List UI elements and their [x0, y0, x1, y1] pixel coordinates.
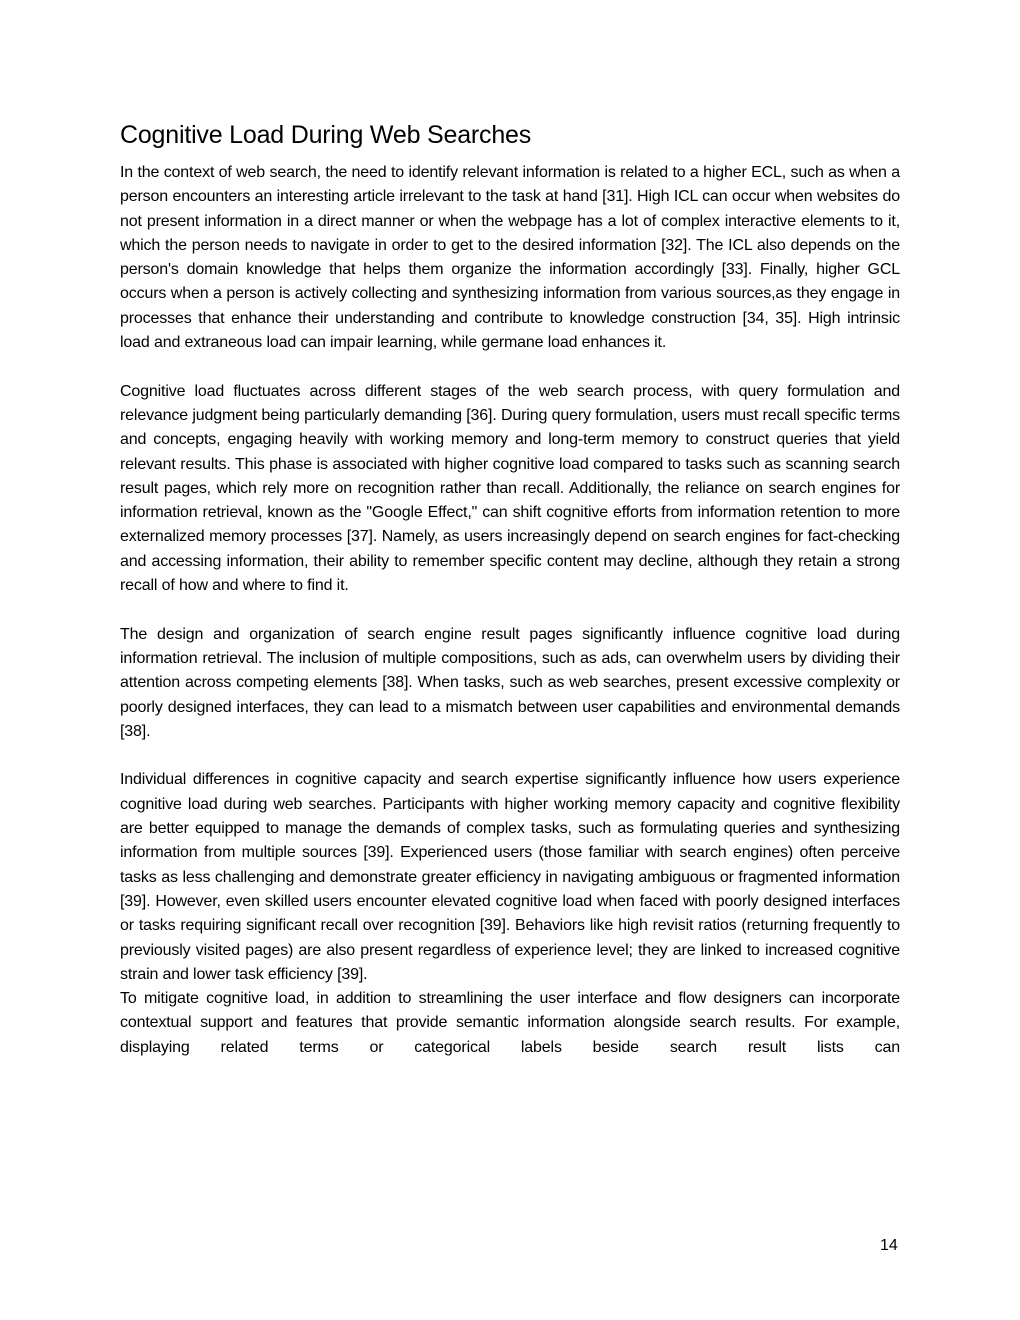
paragraph-serp-design: The design and organization of search engine result pages significantly influence cognitive load during information retrieval. The inclusion of multiple compositions, such as ads, can overwhelm users by dividing their attention across competing elements [38]. When tasks, such as web searches, present excessive complexity or poorly designed interfaces, they can lead to a mismatch between user capabilities and environmental demands [38].	[120, 625, 900, 740]
section-heading: Cognitive Load During Web Searches	[120, 121, 532, 149]
paragraph-cognitive-load-types: In the context of web search, the need to identify relevant information is related to a higher ECL, such as when a person encounters an interesting article irrelevant to the task at hand [31]. High ICL can occur when websites do not present information in a direct manner or when the webpage has a lot of complex interactive elements to it, which the person needs to navigate in order to get to the desired information [32]. The ICL also depends on the person's domain knowledge that helps them organize the information accordingly [33]. Finally, higher GCL occurs when a person is actively collecting and synthesizing information from various sources,as they engage in processes that enhance their understanding and contribute to knowledge construction [34, 35]. High intrinsic load and extraneous load can impair learning, while germane load enhances it.	[120, 164, 900, 352]
paragraph-individual-differences: Individual differences in cognitive capacity and search expertise significantly influence how users experience cognitive load during web searches. Participants with higher working memory capacity and cognitive flexibility are better equipped to manage the demands of complex tasks, such as formulating queries and synthesizing information from multiple sources [39]. Experienced users (those familiar with search engines) often perceive tasks as less challenging and demonstrate greater efficiency in navigating ambiguous or fragmented information [39]. However, even skilled users encounter elevated cognitive load when faced with poorly designed interfaces or tasks requiring significant recall over recognition [39]. Behaviors like high revisit ratios (returning frequently to previously visited pages) are also present regardless of experience level; they are linked to increased cognitive strain and lower task efficiency [39].	[120, 771, 900, 983]
paragraph-spacer	[120, 744, 900, 768]
page-number: 14	[880, 1237, 898, 1254]
paragraph-search-stages: Cognitive load fluctuates across different stages of the web search process, with query formulation and relevance judgment being particularly demanding [36]. During query formulation, users must recall specific terms and concepts, engaging heavily with working memory and long-term memory to construct queries that yield relevant results. This phase is associated with higher cognitive load compared to tasks such as scanning search result pages, which rely more on recognition rather than recall. Additionally, the reliance on search engines for information retrieval, known as the "Google Effect," can shift cognitive efforts from information retention to more externalized memory processes [37]. Namely, as users increasingly depend on search engines for fact-checking and accessing information, their ability to remember specific content may decline, although they retain a strong recall of how and where to find it.	[120, 382, 900, 595]
document-page	[120, 118, 900, 1060]
paragraph-spacer	[120, 355, 900, 379]
paragraph-mitigation: To mitigate cognitive load, in addition to streamlining the user interface and flow designers can incorporate contextual support and features that provide semantic information alongside search results. For example, displaying related terms or categorical labels beside search result lists can	[120, 990, 900, 1056]
paragraph-spacer	[120, 598, 900, 622]
